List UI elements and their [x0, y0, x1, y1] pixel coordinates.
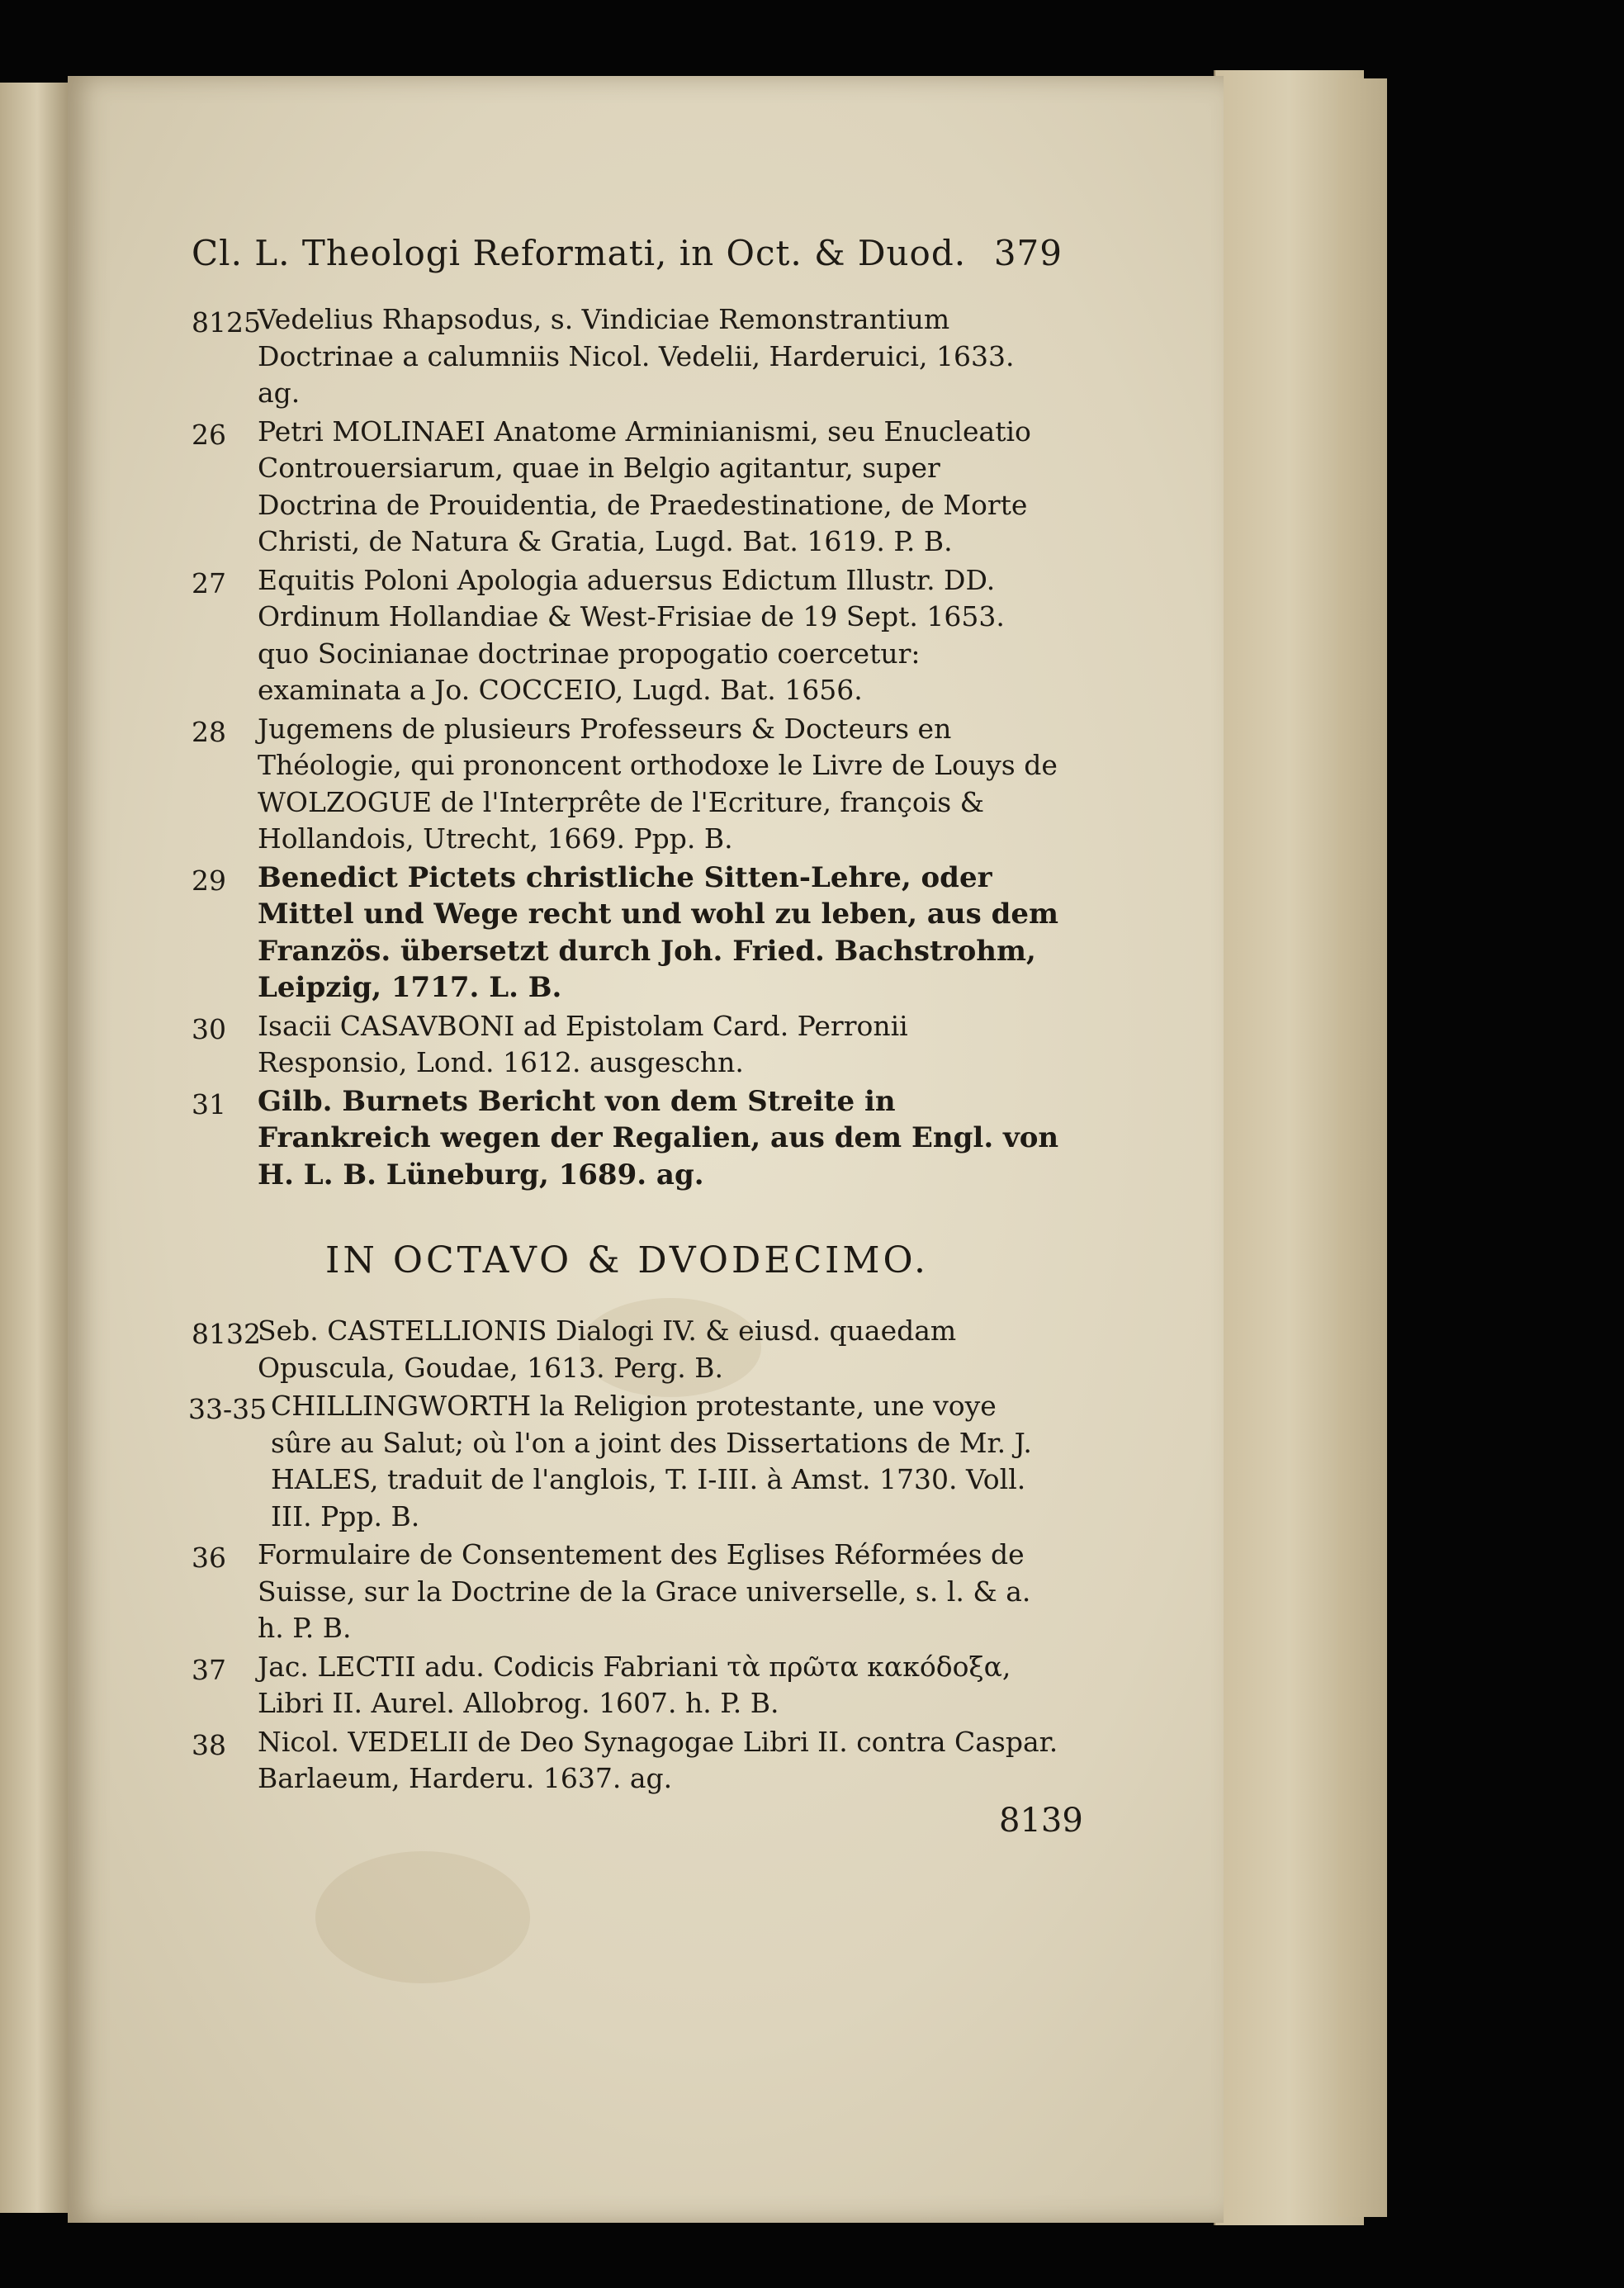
entry-number: 30 — [192, 1012, 226, 1045]
catalog-entry — [192, 1313, 1063, 1386]
catalog-entry — [192, 1649, 1063, 1722]
entry-number: 28 — [192, 715, 226, 748]
paper-stain — [315, 1851, 530, 1983]
entry-text: Seb. CASTELLIONIS Dialogi IV. & eiusd. quaedam Opuscula, Goudae, 1613. Perg. B. — [258, 1315, 957, 1384]
page-number: 379 — [993, 233, 1063, 273]
left-page-edge — [0, 83, 70, 2213]
entry-number: 8132 — [192, 1318, 261, 1350]
entry-text: Equitis Poloni Apologia aduersus Edictum Illustr. DD. Ordinum Hollandiae & West-Frisiae de 19 Sept. 1653. quo Socinianae doctrinae propogatio coercetur: examinata a Jo. COCCEIO, Lugd. Bat. 1656. — [258, 563, 1005, 706]
running-header — [192, 233, 1063, 273]
page-stack-edge-outer — [1338, 78, 1387, 2217]
entry-text: Benedict Pictets christliche Sitten-Lehre, oder Mittel und Wege recht und wohl zu leben, aus dem Französ. übersetzt durch Joh. Fried. Bachstrohm, Leipzig, 1717. L. B. — [258, 860, 1058, 1004]
page-content — [188, 233, 1063, 1799]
catalog-entry — [192, 301, 1063, 412]
catalog-entry — [188, 1388, 1063, 1535]
entry-text: Jugemens de plusieurs Professeurs & Docteurs en Théologie, qui prononcent orthodoxe le Livre de Louys de WOLZOGUE de l'Interprête de l'Ecriture, françois & Hollandois, Utrecht, 1669. Ppp. B. — [258, 712, 1058, 855]
catalog-entry — [192, 562, 1063, 709]
entry-number: 37 — [192, 1653, 226, 1686]
entry-number: 36 — [192, 1542, 226, 1574]
entry-text: Nicol. VEDELII de Deo Synagogae Libri II. contra Caspar. Barlaeum, Harderu. 1637. ag. — [258, 1725, 1058, 1794]
catalog-entry — [192, 1008, 1063, 1082]
section-heading: IN OCTAVO & DVODECIMO. — [325, 1239, 929, 1281]
entry-text: Jac. LECTII adu. Codicis Fabriani τὰ πρῶτα κακόδοξα, Libri II. Aurel. Allobrog. 1607. h. P. B. — [258, 1650, 1011, 1719]
catalog-entry — [192, 1537, 1063, 1647]
entry-number: 33-35 — [188, 1393, 268, 1425]
catalog-entry-fraktur — [192, 1083, 1063, 1194]
entry-number: 31 — [192, 1087, 226, 1120]
catalog-entry-fraktur — [192, 860, 1063, 1007]
entry-list-bottom — [188, 1313, 1063, 1798]
entry-text: Vedelius Rhapsodus, s. Vindiciae Remonstrantium Doctrinae a calumniis Nicol. Vedelii, Harderuici, 1633. ag. — [258, 303, 1015, 409]
entry-number: 26 — [192, 418, 226, 451]
entry-list-top — [192, 301, 1063, 1193]
book-page — [68, 76, 1224, 2223]
header-title: Cl. L. Theologi Reformati, in Oct. & Duod. — [192, 233, 967, 273]
catalog-entry — [192, 1724, 1063, 1798]
entry-number: 38 — [192, 1728, 226, 1761]
catalog-entry — [192, 414, 1063, 561]
entry-text: Isacii CASAVBONI ad Epistolam Card. Perronii Responsio, Lond. 1612. ausgeschn. — [258, 1009, 908, 1078]
entry-number: 27 — [192, 566, 226, 599]
entry-text: Gilb. Burnets Bericht von dem Streite in Frankreich wegen der Regalien, aus dem Engl. von H. L. B. Lüneburg, 1689. ag. — [258, 1084, 1059, 1191]
entry-number: 29 — [192, 864, 226, 897]
entry-number: 8125 — [192, 306, 261, 339]
entry-text: Petri MOLINAEI Anatome Arminianismi, seu Enucleatio Controuersiarum, quae in Belgio agitantur, super Doctrina de Prouidentia, de Praedestinatione, de Morte Christi, de Natura & Gratia, Lugd. Bat. 1619. P. B. — [258, 414, 1031, 557]
catalog-entry — [192, 711, 1063, 858]
entry-text: Formulaire de Consentement des Eglises Réformées de Suisse, sur la Doctrine de la Grace universelle, s. l. & a. h. P. B. — [258, 1538, 1031, 1644]
entry-text: CHILLINGWORTH la Religion protestante, une voye sûre au Salut; où l'on a joint des Dissertations de Mr. J. HALES, traduit de l'anglois, T. I-III. à Amst. 1730. Voll. III. Ppp. B. — [271, 1390, 1032, 1532]
catchword: 8139 — [999, 1802, 1083, 1840]
